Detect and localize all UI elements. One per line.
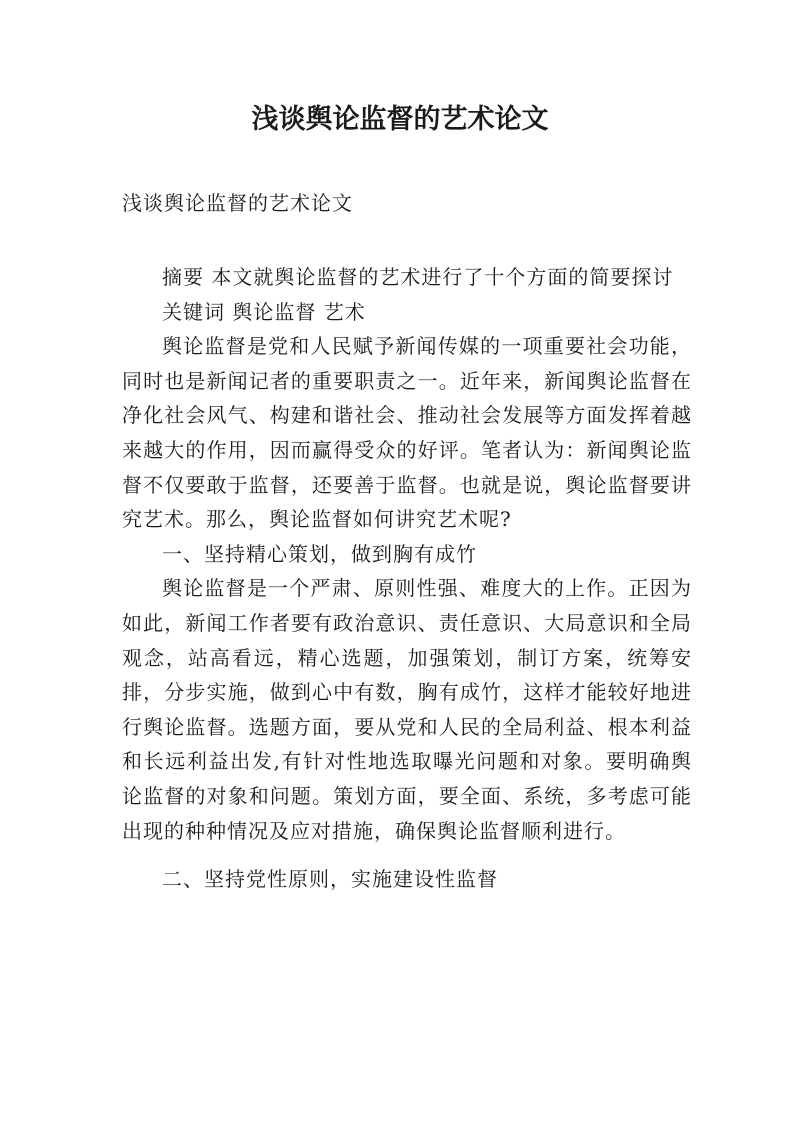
document-subtitle: 浅谈舆论监督的艺术论文 [122,191,353,215]
section-heading-1: 一、坚持精心策划，做到胸有成竹 [162,541,477,566]
section-1-paragraph: 舆论监督是一个严肃、原则性强、难度大的上作。正因为如此，新闻工作者要有政治意识、责任意识、大局意识和全局观念，站高看远，精心选题，加强策划，制订方案，统筹安排，分步实施，做到心中有数，胸有成竹，这样才能较好地进行舆论监督。选题方面，要从党和人民的全局利益、根本利益和长远利益出发,有针对性地选取曝光问题和对象。要明确舆论监督的对象和问题。策划方面，要全面、系统，多考虑可能出现的种种情况及应对措施，确保舆论监督顺利进行。 [122,576,692,843]
document-body [122,260,692,897]
intro-paragraph: 舆论监督是党和人民赋予新闻传媒的一项重要社会功能，同时也是新闻记者的重要职责之一。近年来，新闻舆论监督在净化社会风气、构建和谐社会、推动社会发展等方面发挥着越来越大的作用，因而赢得受众的好评。笔者认为：新闻舆论监督不仅要敢于监督，还要善于监督。也就是说，舆论监督要讲究艺术。那么，舆论监督如何讲究艺术呢? [122,334,692,532]
document-title: 浅谈舆论监督的艺术论文 [251,104,549,135]
section-heading-2: 二、坚持党性原则，实施建设性监督 [162,867,498,892]
keywords-paragraph: 关键词 舆论监督 艺术 [162,299,366,324]
abstract-paragraph: 摘要 本文就舆论监督的艺术进行了十个方面的简要探讨 [162,265,674,289]
